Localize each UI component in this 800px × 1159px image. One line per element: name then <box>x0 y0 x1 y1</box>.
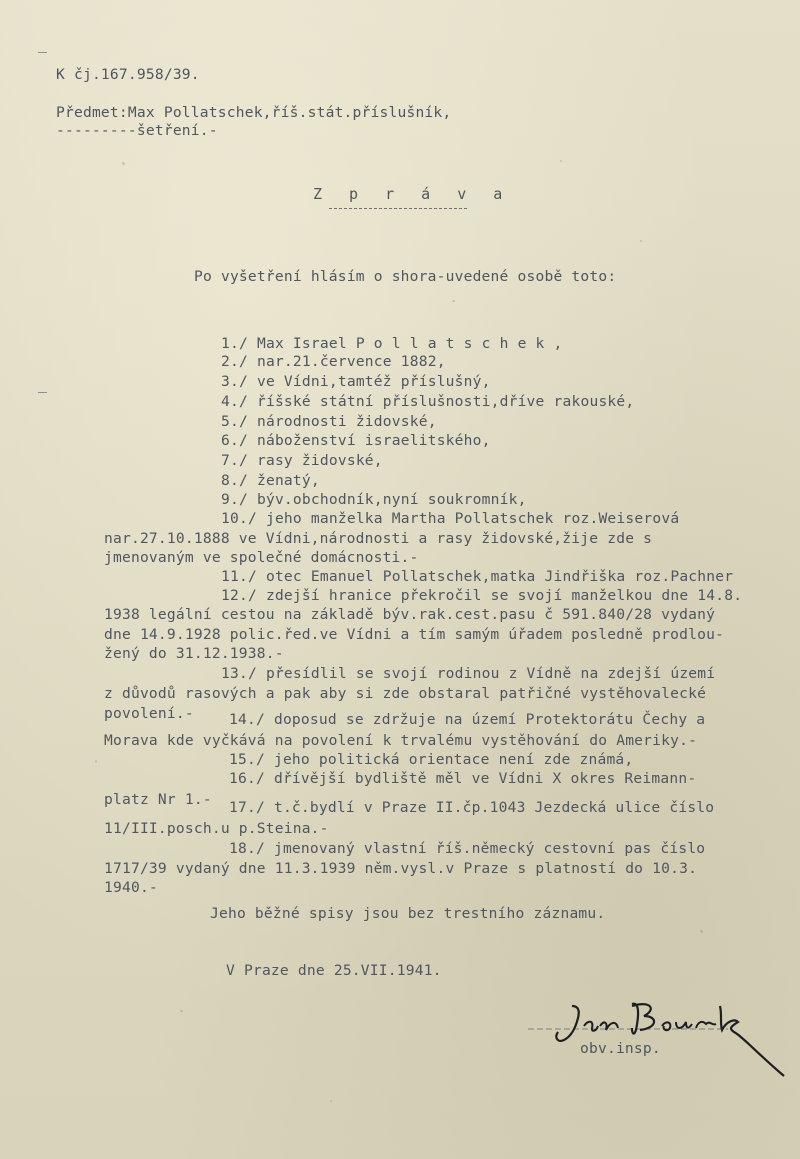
item-3: 3./ ve Vídni,tamtéž příslušný, <box>221 373 491 390</box>
paper-speck <box>452 300 455 302</box>
title-underline <box>329 208 467 209</box>
subject-line: Předmet:Max Pollatschek,říš.stát.příslušník, <box>56 104 452 121</box>
intro-text: Po vyšetření hlásím o shora-uvedené osobě toto: <box>194 268 617 285</box>
item-13: 13./ přesídlil se svojí rodinou z Vídně na zdejší území <box>221 665 716 682</box>
item-16: 16./ dřívější bydliště měl ve Vídni X okres Reimann- <box>229 770 697 787</box>
item-5: 5./ národnosti židovské, <box>221 413 437 430</box>
signatory-title: obv.insp. <box>580 1040 661 1057</box>
item-9: 9./ býv.obchodník,nyní soukromník, <box>221 491 527 508</box>
item-12: 12./ zdejší hranice překročil se svojí manželkou dne 14.8. <box>221 587 743 604</box>
item-12-cont-3: žený do 31.12.1938.- <box>104 645 284 662</box>
document-title: Z p r á v a <box>313 185 512 203</box>
item-12-cont-1: 1938 legální cestou na základě býv.rak.cest.pasu č 591.840/28 vydaný <box>104 606 716 623</box>
margin-tick <box>38 392 47 393</box>
paper-speck <box>640 240 642 242</box>
item-18-cont-1: 1717/39 vydaný dne 11.3.1939 něm.vysl.v Praze s platností do 10.3. <box>104 860 698 877</box>
place-and-date: V Praze dne 25.VII.1941. <box>226 962 442 979</box>
paper-speck <box>122 162 125 165</box>
item-17-cont-1: 11/III.posch.u p.Steina.- <box>104 820 329 837</box>
item-4: 4./ říšské státní příslušnosti,dříve rakouské, <box>221 393 635 410</box>
item-14: 14./ doposud se zdržuje na území Protektorátu Čechy a <box>229 711 706 728</box>
item-17: 17./ t.č.bydlí v Praze II.čp.1043 Jezdecká ulice číslo <box>229 799 715 816</box>
item-11: 11./ otec Emanuel Pollatschek,matka Jindřiška roz.Pachner <box>221 568 734 585</box>
paper-speck <box>95 760 97 763</box>
item-15: 15./ jeho politická orientace není zde známá, <box>229 751 634 768</box>
paper-speck <box>180 1010 183 1012</box>
item-14-cont-1: Morava kde vyčkává na povolení k trvalému vystěhování do Ameriky.- <box>104 732 698 749</box>
item-14-lead: povolení.- <box>104 705 194 722</box>
item-10-cont-2: jmenovaným ve společné domácnosti.- <box>104 549 419 566</box>
item-10-cont-1: nar.27.10.1888 ve Vídni,národnosti a rasy židovské,žije zde s <box>104 530 653 547</box>
subject-line-continued: ---------šetření.- <box>56 122 218 139</box>
item-17-lead: platz Nr 1.- <box>104 791 212 808</box>
item-7: 7./ rasy židovské, <box>221 452 383 469</box>
closing-statement: Jeho běžné spisy jsou bez trestního záznamu. <box>210 905 606 922</box>
paper-speck <box>700 930 703 933</box>
item-8: 8./ ženatý, <box>221 472 320 489</box>
item-10: 10./ jeho manželka Martha Pollatschek roz.Weiserová <box>221 510 680 527</box>
item-1: 1./ Max Israel P o l l a t s c h e k , <box>221 335 563 352</box>
item-18: 18./ jmenovaný vlastní říš.německý cestovní pas číslo <box>229 840 706 857</box>
item-2: 2./ nar.21.července 1882, <box>221 353 446 370</box>
item-18-cont-2: 1940.- <box>104 879 158 896</box>
paper-speck <box>560 160 562 162</box>
reference-number: K čj.167.958/39. <box>56 66 200 83</box>
item-12-cont-2: dne 14.9.1928 polic.řed.ve Vídni a tím samým úřadem posledně prodlou- <box>104 626 725 643</box>
item-6: 6./ náboženství israelitského, <box>221 432 491 449</box>
paper-speck <box>330 1100 332 1102</box>
item-13-cont-1: z důvodů rasových a pak aby si zde obstaral patřičné vystěhovalecké <box>104 685 707 702</box>
margin-tick <box>38 52 47 53</box>
